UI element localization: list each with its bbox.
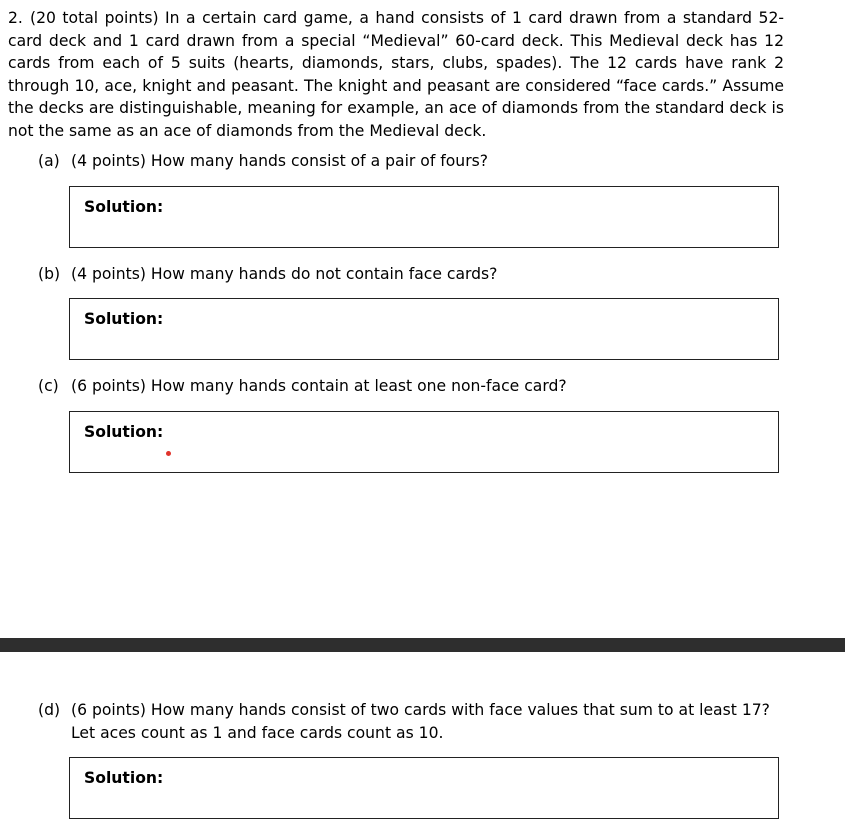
page-break-bar [0, 638, 845, 652]
part-c [38, 375, 784, 398]
part-a-label: (a) [38, 152, 60, 170]
solution-box-d[interactable] [69, 757, 779, 819]
part-d [38, 699, 784, 744]
problem-statement [8, 7, 784, 142]
solution-label-b: Solution: [84, 310, 164, 328]
part-d-question: (6 points) How many hands consist of two cards with face values that sum to at least 17? [71, 701, 770, 719]
part-b [38, 263, 784, 286]
marker-dot [166, 451, 171, 456]
part-a [38, 150, 784, 173]
solution-label-c: Solution: [84, 423, 164, 441]
part-c-label: (c) [38, 377, 59, 395]
solution-box-c[interactable] [69, 411, 779, 473]
solution-box-a[interactable] [69, 186, 779, 248]
part-a-question: (4 points) How many hands consist of a pair of fours? [71, 152, 489, 170]
part-d-label: (d) [38, 701, 61, 719]
solution-label-d: Solution: [84, 769, 164, 787]
problem-text: (20 total points) In a certain card game, a hand consists of 1 card drawn from a standard 52-card deck and 1 card drawn from a special “Medieval” 60-card deck. This Medieval deck has 12 cards from each of 5 suits (hearts, diamonds, stars, clubs, spades). The 12 cards have rank 2 through 10, ace, knight and peasant. The knight and peasant are considered “face cards.” Assume the decks are distinguishable, meaning for example, an ace of diamonds from the standard deck is not the same as an ace of diamonds from the Medieval deck. [8, 9, 784, 140]
part-b-label: (b) [38, 265, 61, 283]
problem-number: 2. [8, 9, 23, 27]
part-b-question: (4 points) How many hands do not contain face cards? [71, 265, 498, 283]
part-d-question-continued: Let aces count as 1 and face cards count as 10. [71, 723, 444, 742]
solution-box-b[interactable] [69, 298, 779, 360]
solution-label-a: Solution: [84, 198, 164, 216]
part-c-question: (6 points) How many hands contain at least one non-face card? [71, 377, 567, 395]
